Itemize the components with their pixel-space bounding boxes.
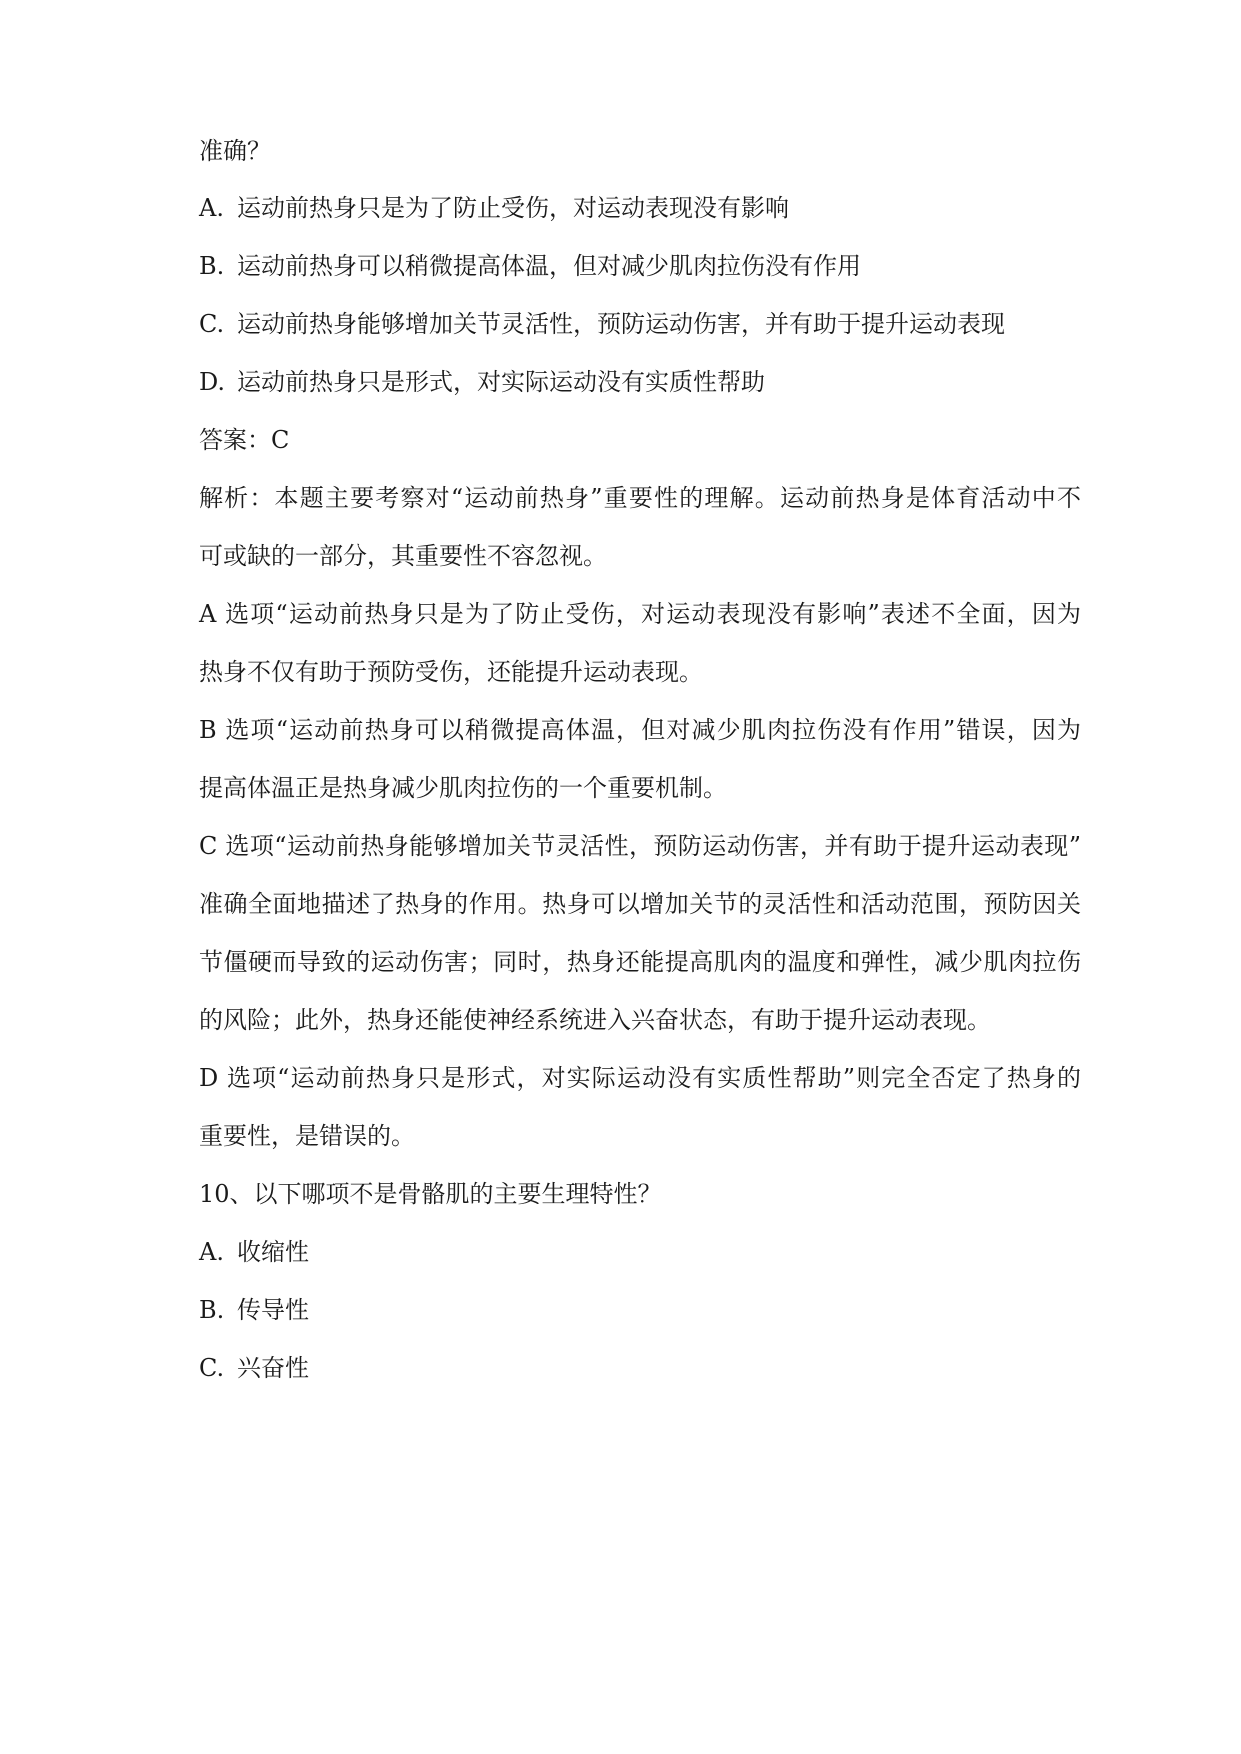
analysis-line: 提高体温正是热身减少肌肉拉伤的一个重要机制。 <box>199 774 727 802</box>
question-10-option-b <box>199 1293 1081 1327</box>
option-letter: B. <box>199 252 225 280</box>
option-letter: C. <box>199 310 225 338</box>
document-page <box>199 0 1081 1754</box>
option-text: 兴奋性 <box>237 1354 309 1382</box>
analysis-line: 节僵硬而导致的运动伤害；同时，热身还能提高肌肉的温度和弹性，减少肌肉拉伤 <box>199 948 1081 976</box>
option-text: 运动前热身只是为了防止受伤，对运动表现没有影响 <box>237 194 789 222</box>
option-text: 运动前热身只是形式，对实际运动没有实质性帮助 <box>237 368 765 396</box>
analysis-line: 热身不仅有助于预防受伤，还能提升运动表现。 <box>199 658 703 686</box>
question-10-stem: 10、以下哪项不是骨骼肌的主要生理特性？ <box>199 1180 662 1208</box>
question-9-option-d <box>199 365 1081 399</box>
analysis-line: D 选项“运动前热身只是形式，对实际运动没有实质性帮助”则完全否定了热身的 <box>199 1064 1081 1092</box>
analysis-line: 的风险；此外，热身还能使神经系统进入兴奋状态，有助于提升运动表现。 <box>199 1006 991 1034</box>
option-letter: B. <box>199 1296 225 1324</box>
analysis-line: 可或缺的一部分，其重要性不容忽视。 <box>199 542 607 570</box>
analysis-line: C 选项“运动前热身能够增加关节灵活性，预防运动伤害，并有助于提升运动表现” <box>199 832 1081 860</box>
question-9-option-a <box>199 191 1081 225</box>
option-text: 收缩性 <box>237 1238 309 1266</box>
analysis-line: 准确全面地描述了热身的作用。热身可以增加关节的灵活性和活动范围，预防因关 <box>199 890 1081 918</box>
option-text: 运动前热身能够增加关节灵活性，预防运动伤害，并有助于提升运动表现 <box>237 310 1005 338</box>
question-9-answer: 答案：C <box>199 426 290 454</box>
question-9-option-b <box>199 249 1081 283</box>
question-10-option-c <box>199 1351 1081 1385</box>
analysis-line: 解析：本题主要考察对“运动前热身”重要性的理解。运动前热身是体育活动中不 <box>199 484 1081 512</box>
analysis-line: 重要性，是错误的。 <box>199 1122 415 1150</box>
option-letter: A. <box>199 194 224 222</box>
option-text: 传导性 <box>237 1296 309 1324</box>
option-letter: D. <box>199 368 226 396</box>
question-9-stem-tail: 准确？ <box>199 137 271 165</box>
question-10-option-a <box>199 1235 1081 1269</box>
analysis-line: A 选项“运动前热身只是为了防止受伤，对运动表现没有影响”表述不全面，因为 <box>199 600 1081 628</box>
question-9-option-c <box>199 307 1081 341</box>
option-text: 运动前热身可以稍微提高体温，但对减少肌肉拉伤没有作用 <box>237 252 861 280</box>
option-letter: C. <box>199 1354 225 1382</box>
analysis-line: B 选项“运动前热身可以稍微提高体温，但对减少肌肉拉伤没有作用”错误，因为 <box>199 716 1081 744</box>
option-letter: A. <box>199 1238 224 1266</box>
